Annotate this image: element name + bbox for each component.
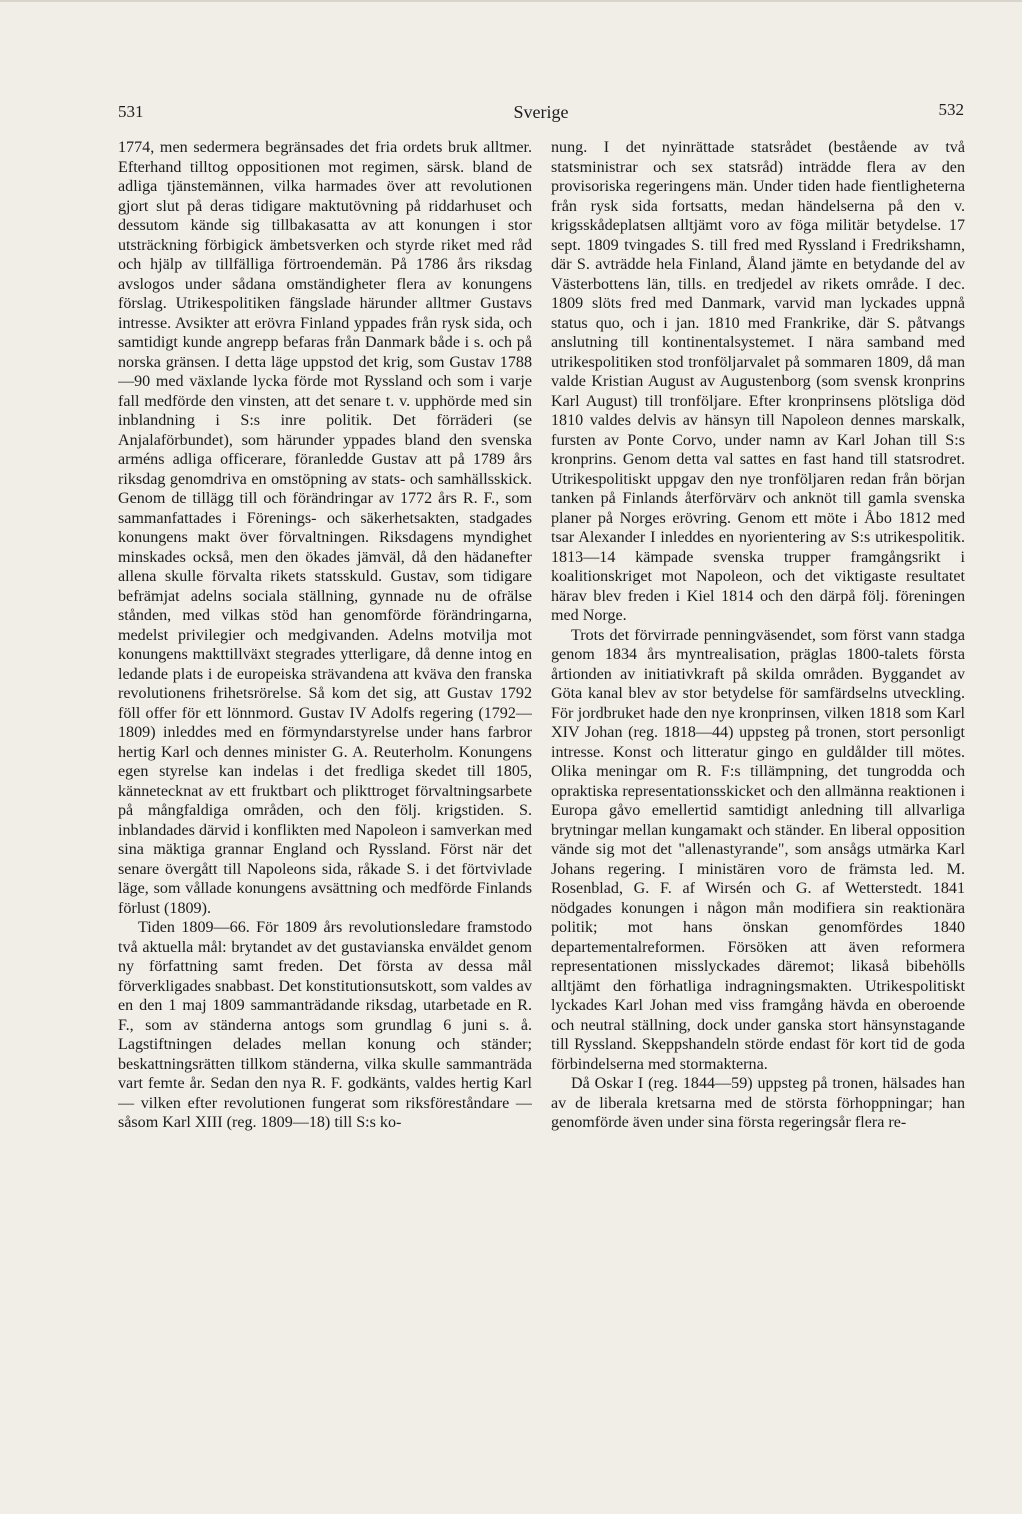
paragraph: nung. I det nyinrättade statsrådet (bestående av två statsministrar och sex statsråd) inträdde flera av den provisoriska regeringens män. Under tiden hade fientligheterna från rysk sida fortsatts, medan händelserna på den v. krigsskådeplatsen alltjämt voro av föga militär betydelse. 17 sept. 1809 tvingades S. till fred med Ryssland i Fredrikshamn, där S. avträdde hela Finland, Åland jämte en betydande del av Västerbottens län, tills. en tredjedel av rikets område. I dec. 1809 slöts fred med Danmark, varvid man lyckades uppnå status quo, och i jan. 1810 med Frankrike, där S. påtvangs anslutning till kontinentalsystemet. I nära samband med utrikespolitiken stod tronföljarvalet på sommaren 1809, då man valde Kristian August av Augustenborg (som svensk kronprins Karl August) till tronföljare. Efter kronprinsens plötsliga död 1810 valdes delvis av hänsyn till Napoleon dennes marskalk, fursten av Ponte Corvo, under namn av Karl Johan till S:s kronprins. Genom detta val sattes en fast hand till statsrodret. Utrikespolitiskt uppgav den nye tronföljaren redan från början tanken på Finlands återförvärv och anknöt till gamla svenska planer på Norges erövring. Genom ett möte i Åbo 1812 med tsar Alexander I inleddes en nyorientering av S:s utrikespolitik. 1813—14 kämpade svenska trupper framgångsrikt i koalitionskriget mot Napoleon, och det viktigaste resultatet härav blev freden i Kiel 1814 och den därpå följ. föreningen med Norge. — [551, 139, 965, 624]
paragraph: 1774, men sedermera begränsades det fria ordets bruk alltmer. Efterhand tilltog oppositionen mot regimen, särsk. bland de adliga tjänstemännen, vilka harmades över att revolutionen gjort slut på deras tidigare maktutövning på riddarhuset och dessutom kände sig tillbakasatta av att konungen i stor utsträckning förbigick ämbetsverken och styrde riket med råd och hjälp av tillfälliga förtroendemän. På 1786 års riksdag avslogos under sådana omständigheter flera av konungens förslag. Utrikespolitiken fängslade härunder alltmer Gustavs intresse. Avsikter att erövra Finland yppades från rysk sida, och samtidigt kunde angrepp befaras från Danmark både i s. och på norska gränsen. I detta läge uppstod det krig, som Gustav 1788—90 med växlande lycka förde mot Ryssland och som i varje fall medförde den vinsten, att det senare t. v. upphörde med sin inblandning i S:s inre politik. Det förräderi (se Anjalaförbundet), som härunder yppades bland den svenska arméns adliga officerare, föranledde Gustav att på 1789 års riksdag genomdriva en omstöpning av stats- och samhällsskick. Genom de tillägg till och förändringar av 1772 års R. F., som sammanfattades i Förenings- och säkerhetsakten, stadgades konungens makt över förvaltningen. Riksdagens myndighet minskades också, men den ökades jämväl, då den hädanefter allena skulle förvalta rikets statsskuld. Gustav, som tidigare befrämjat adelns sociala ställning, gynnade nu de ofrälse stånden, med vilkas stöd han genomförde förändringarna, medelst privilegier och medgivanden. Adelns motvilja mot konungens makttillväxt stegrades ytterligare, då denne intog en ledande plats i de europeiska strävandena att kväva den franska revolutionens frihetsrörelse. Så kom det sig, att Gustav 1792 föll offer för ett lönnmord. Gustav IV Adolfs regering (1792—1809) inleddes med en förmyndarstyrelse under hans farbror hertig Karl och dennes minister G. A. Reuterholm. Konungens egen styrelse kan indelas i det fredliga skedet till 1805, kännetecknat av ett fruktbart och plikttroget förvaltningsarbete på mångfaldiga områden, och den följ. krigstiden. S. inblandades därvid i konflikten med Napoleon i samverkan med sina mäktiga grannar England och Ryssland. Först när det senare övergått till Napoleons sida, råkade S. i det förtvivlade läge, som vållade konungens avsättning och medförde Finlands förlust (1809). — [118, 139, 532, 917]
running-title: Sverige — [513, 102, 569, 122]
paragraph: Tiden 1809—66. För 1809 års revolutionsledare framstodo två aktuella mål: brytandet av det gustavianska enväldet genom ny författning samt freden. Det första av dessa mål förverkligades snabbast. Det konstitutionsutskott, som valdes av en den 1 maj 1809 sammanträdande riksdag, utarbetade en R. F., som av ständerna antogs som grundlag 6 juni s. å. Lagstiftningen delades mellan konung och ständer; beskattningsrätten tillkom ständerna, vilka skulle sammanträda vart femte år. Sedan den nya R. F. godkänts, valdes hertig Karl — vilken efter revolutionen fungerat som riksföreståndare — såsom Karl XIII (reg. 1809—18) till S:s ko- — [118, 919, 532, 1131]
right-column — [551, 138, 965, 1428]
scan-edge — [0, 0, 1022, 2]
paragraph: Trots det förvirrade penningväsendet, som först vann stadga genom 1834 års myntrealisation, präglas 1800-talets första årtionden av initiativkraft på skilda områden. Byggandet av Göta kanal blev av stor betydelse för samfärdselns utveckling. För jordbruket hade den nye kronprinsen, vilken 1818 som Karl XIV Johan (reg. 1818—44) uppsteg på tronen, stort personligt intresse. Konst och litteratur gingo en guldålder till mötes. Olika meningar om R. F:s tillämpning, det tungrodda och opraktiska representationsskicket och den allmänna reaktionen i Europa gåvo emellertid samtidigt anledning till allvarliga brytningar mellan kungamakt och ständer. En liberal opposition vände sig mot det "allenastyrande", som ansågs utmärka Karl Johans regering. I ministären voro de främsta led. M. Rosenblad, G. F. af Wirsén och G. af Wetterstedt. 1841 nödgades konungen i någon mån modifiera sin reaktionära politik; mot hans önskan genomfördes 1840 departementalreformen. Försöken att även reformera representationen misslyckades däremot; likaså bibehölls alltjämt den förhatliga indragningsmakten. Utrikespolitiskt lyckades Karl Johan med viss framgång hävda en oberoende och neutral ställning, dock under ganska stort hänsynstagande till Ryssland. Skeppshandeln störde endast för kort tid de goda förbindelserna med stormakterna. — [551, 626, 965, 1073]
left-column — [118, 138, 532, 1428]
paragraph: Då Oskar I (reg. 1844—59) uppsteg på tronen, hälsades han av de liberala kretsarna med de största förhoppningar; han genomförde även under sina första regeringsår flera re- — [551, 1075, 965, 1131]
page-number-left: 531 — [118, 102, 144, 121]
page-number-right: 532 — [938, 100, 964, 119]
page-header — [118, 100, 964, 126]
